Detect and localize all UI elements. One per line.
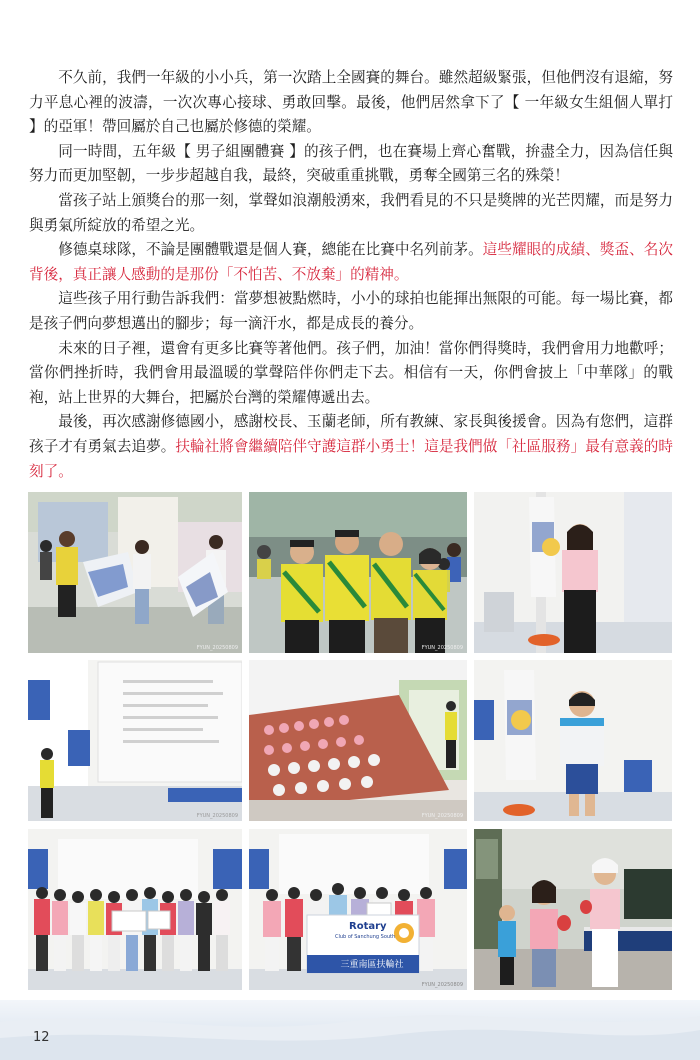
footer-wave-decoration	[0, 1000, 700, 1060]
rotary-banner-title: Rotary	[349, 921, 387, 932]
rotary-banner-subtitle: Club of Sanchung South	[335, 934, 396, 940]
page-number: 12	[33, 1030, 50, 1045]
page-footer-band	[0, 1000, 700, 1060]
paragraph-1: 不久前，我們一年級的小小兵，第一次踏上全國賽的舞台。雖然超級緊張，但他們沒有退縮，努力平息心裡的波濤，一次次專心接球、勇敢回擊。最後，他們居然拿下了【 一年級女生組個人單打 】的亞軍！帶回屬於自己也屬於修德的榮耀。	[29, 69, 673, 136]
paragraph-5: 這些孩子用行動告訴我們：當夢想被點燃時，小小的球拍也能揮出無限的可能。每一場比賽，都是孩子們向夢想邁出的腳步；每一滴汗水，都是成長的養分。	[29, 290, 673, 332]
photo-group-certificates	[28, 829, 242, 990]
paragraph-2: 同一時間，五年級【 男子組團體賽 】的孩子們，也在賽場上齊心奮戰，拚盡全力，因為信任與努力而更加堅韌，一步步超越自我，最終，突破重重挑戰，勇奪全國第三名的殊榮！	[29, 142, 673, 185]
photo-stamp: FYUN_20250809	[196, 645, 238, 651]
paragraph-7-highlight: 扶輪社將會繼續陪伴守護這群小勇士！這是我們做「社區服務」最有意義的時刻了。	[29, 437, 673, 480]
paragraph-4-highlight: 這些耀眼的成績、獎盃、名次背後，真正讓人感動的是那份「不怕苦、不放棄」的精神。	[29, 241, 673, 283]
rotary-banner-chinese: 三重南區扶輪社	[340, 960, 404, 970]
photo-stamp: FYUN_20250809	[421, 982, 463, 988]
photo-grid	[28, 492, 672, 990]
photo-table-tennis-match	[474, 829, 672, 990]
photo-stamp: FYUN_20250809	[421, 645, 463, 651]
photo-stamp: FYUN_20250809	[196, 813, 238, 819]
photo-auditorium-audience	[249, 660, 467, 821]
photo-stamp: FYUN_20250809	[421, 813, 463, 819]
paragraph-3: 當孩子站上頒獎台的那一刻，掌聲如浪潮般湧來，我們看見的不只是獎牌的光芒閃耀，而是努力與勇氣所綻放的希望之光。	[29, 191, 673, 234]
photo-host-speaker	[474, 492, 672, 653]
article-body	[29, 66, 673, 484]
photo-student-speaker-screen	[28, 660, 242, 821]
photo-rotary-banner	[249, 829, 467, 990]
paragraph-7: 最後，再次感謝修德國小，感謝校長、玉蘭老師，所有教練、家長與後援會。因為有您們，這群孩子才有勇氣去追夢。扶輪社將會繼續陪伴守護這群小勇士！這是我們做「社區服務」最有意義的時刻了。	[29, 413, 673, 480]
paragraph-6: 未來的日子裡，還會有更多比賽等著他們。孩子們，加油！當你們得獎時，我們會用力地歡呼；當你們挫折時，我們會用最溫暖的掌聲陪伴你們走下去。相信有一天，你們會披上「中華隊」的戰袍，站上世界的大舞台，把屬於台灣的榮耀傳遞出去。	[29, 339, 673, 406]
paragraph-4: 修德桌球隊，不論是團體戰還是個人賽，總能在比賽中名列前茅。這些耀眼的成績、獎盃、名次背後，真正讓人感動的是那份「不怕苦、不放棄」的精神。	[29, 241, 673, 283]
photo-team-jerseys	[249, 492, 467, 653]
photo-student-speaker-flag	[474, 660, 672, 821]
photo-flag-parade	[28, 492, 242, 653]
